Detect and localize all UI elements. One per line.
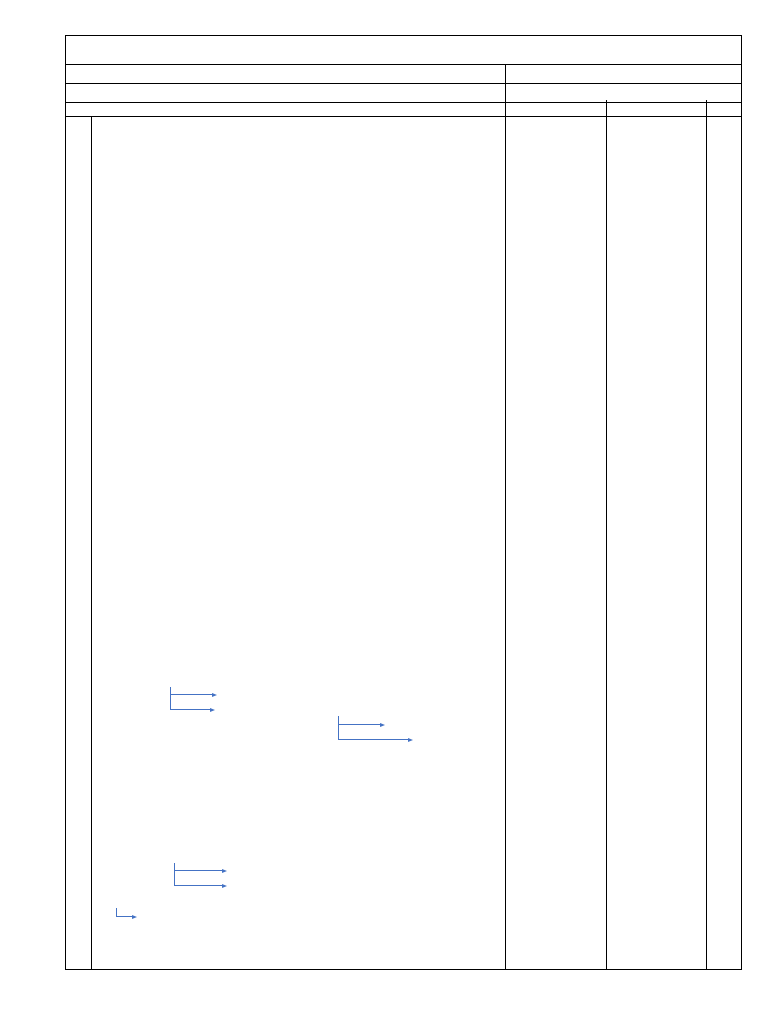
col-divider <box>505 65 506 969</box>
col-divider <box>706 100 707 969</box>
arrow-icon <box>338 716 409 740</box>
page-title <box>66 36 741 65</box>
header-row <box>66 100 741 117</box>
arrow-icon <box>116 908 133 917</box>
arrow-icon <box>174 863 223 886</box>
col-divider <box>91 116 92 969</box>
checklist-sheet <box>65 35 742 970</box>
blank-row <box>66 65 741 84</box>
arrow-icon <box>170 687 211 710</box>
col-divider <box>606 100 607 969</box>
